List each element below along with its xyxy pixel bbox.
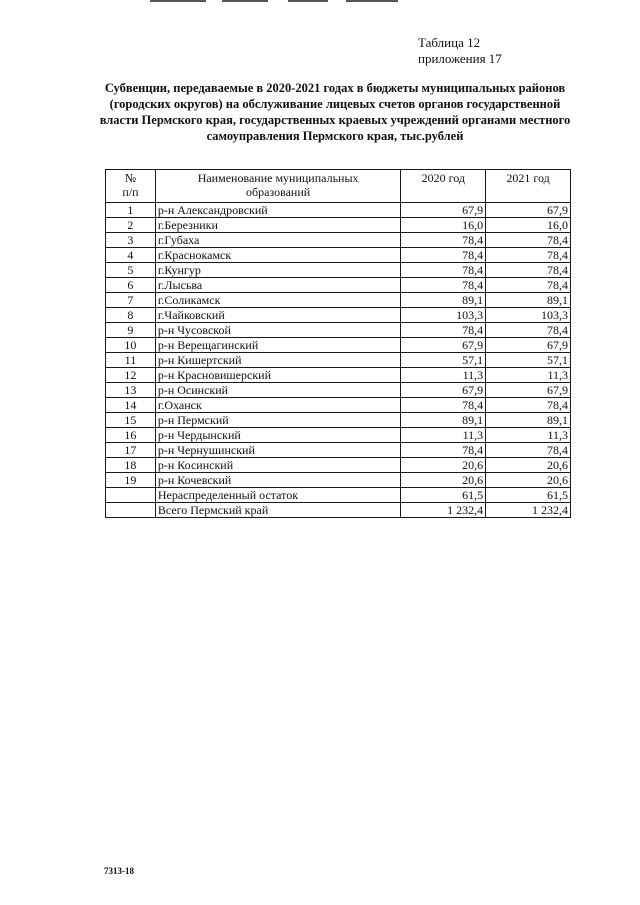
value-2020: 67,9 [401,203,486,218]
value-2021: 89,1 [486,293,571,308]
subventions-table [105,169,571,518]
header-municipality-name: Наименование муниципальных образований [155,170,401,203]
value-2021: 57,1 [486,353,571,368]
value-2021: 78,4 [486,323,571,338]
value-2020: 11,3 [401,428,486,443]
value-2021: 103,3 [486,308,571,323]
municipality-name: г.Оханск [155,398,401,413]
value-2020: 16,0 [401,218,486,233]
value-2021: 11,3 [486,428,571,443]
value-2020: 20,6 [401,458,486,473]
total-row [106,503,571,518]
value-2020: 67,9 [401,338,486,353]
row-number: 13 [106,383,156,398]
value-2021: 20,6 [486,458,571,473]
top-scan-rule [222,0,268,2]
value-2020: 89,1 [401,413,486,428]
document-code: 7313-18 [104,866,134,876]
title-line: власти Пермского края, государственных краевых учреждений органами местного [99,113,571,127]
table-row [106,428,571,443]
header-year-2021: 2021 год [486,170,571,203]
header-year-2020: 2020 год [401,170,486,203]
table-row [106,353,571,368]
caption-table-number: Таблица 12 [418,35,481,50]
value-2020: 78,4 [401,263,486,278]
row-number: 10 [106,338,156,353]
table-row [106,368,571,383]
row-number: 14 [106,398,156,413]
municipality-name: р-н Александровский [155,203,401,218]
row-number: 17 [106,443,156,458]
total-2020: 1 232,4 [401,503,486,518]
table-row [106,413,571,428]
municipality-name: р-н Осинский [155,383,401,398]
municipality-name: р-н Чусовской [155,323,401,338]
table-body [106,203,571,488]
value-2021: 16,0 [486,218,571,233]
unallocated-row [106,488,571,503]
table-caption [418,35,502,67]
row-number: 19 [106,473,156,488]
row-number: 16 [106,428,156,443]
table-row [106,398,571,413]
table-row [106,308,571,323]
row-number: 12 [106,368,156,383]
row-number: 11 [106,353,156,368]
table-row [106,458,571,473]
municipality-name: р-н Красновишерский [155,368,401,383]
value-2021: 78,4 [486,443,571,458]
title-line: Субвенции, передаваемые в 2020-2021 годах в бюджеты муниципальных районов [104,81,566,95]
municipality-name: г.Краснокамск [155,248,401,263]
unallocated-label: Нераспределенный остаток [155,488,401,503]
row-number: 6 [106,278,156,293]
table-row [106,293,571,308]
table-row [106,473,571,488]
caption-appendix-number: приложения 17 [418,51,502,66]
row-number: 18 [106,458,156,473]
value-2020: 78,4 [401,398,486,413]
table-row [106,323,571,338]
table-row [106,263,571,278]
value-2021: 67,9 [486,203,571,218]
value-2020: 67,9 [401,383,486,398]
row-number: 15 [106,413,156,428]
total-number-cell [106,503,156,518]
row-number: 7 [106,293,156,308]
value-2021: 67,9 [486,383,571,398]
value-2020: 78,4 [401,278,486,293]
municipality-name: г.Лысьва [155,278,401,293]
municipality-name: г.Березники [155,218,401,233]
value-2020: 103,3 [401,308,486,323]
table-row [106,248,571,263]
row-number: 8 [106,308,156,323]
value-2021: 20,6 [486,473,571,488]
row-number: 9 [106,323,156,338]
value-2020: 57,1 [401,353,486,368]
row-number: 3 [106,233,156,248]
municipality-name: р-н Кочевский [155,473,401,488]
top-scan-rule [150,0,206,2]
value-2021: 78,4 [486,233,571,248]
value-2021: 78,4 [486,278,571,293]
title-line: самоуправления Пермского края, тыс.рублей [206,129,464,143]
unallocated-2021: 61,5 [486,488,571,503]
value-2020: 78,4 [401,323,486,338]
municipality-name: р-н Косинский [155,458,401,473]
value-2021: 78,4 [486,398,571,413]
value-2021: 89,1 [486,413,571,428]
row-number: 5 [106,263,156,278]
total-label: Всего Пермский край [155,503,401,518]
value-2020: 78,4 [401,248,486,263]
value-2020: 78,4 [401,443,486,458]
table-header-row [106,170,571,203]
table-row [106,233,571,248]
table-row [106,443,571,458]
top-scan-rule [288,0,328,2]
value-2020: 11,3 [401,368,486,383]
municipality-name: г.Соликамск [155,293,401,308]
value-2021: 78,4 [486,248,571,263]
municipality-name: р-н Кишертский [155,353,401,368]
top-scan-rule [346,0,398,2]
value-2020: 89,1 [401,293,486,308]
municipality-name: г.Кунгур [155,263,401,278]
municipality-name: г.Губаха [155,233,401,248]
title-line: (городских округов) на обслуживание лицевых счетов органов государственной [109,97,561,111]
value-2020: 78,4 [401,233,486,248]
value-2020: 20,6 [401,473,486,488]
table-row [106,203,571,218]
row-number: 2 [106,218,156,233]
document-title [90,80,580,144]
value-2021: 67,9 [486,338,571,353]
municipality-name: р-н Пермский [155,413,401,428]
table-row [106,218,571,233]
value-2021: 78,4 [486,263,571,278]
municipality-name: р-н Чердынский [155,428,401,443]
row-number: 4 [106,248,156,263]
value-2021: 11,3 [486,368,571,383]
unallocated-number-cell [106,488,156,503]
table-row [106,278,571,293]
municipality-name: р-н Верещагинский [155,338,401,353]
header-row-number: № п/п [106,170,156,203]
municipality-name: р-н Чернушинский [155,443,401,458]
total-2021: 1 232,4 [486,503,571,518]
municipality-name: г.Чайковский [155,308,401,323]
row-number: 1 [106,203,156,218]
table-row [106,338,571,353]
table-row [106,383,571,398]
unallocated-2020: 61,5 [401,488,486,503]
